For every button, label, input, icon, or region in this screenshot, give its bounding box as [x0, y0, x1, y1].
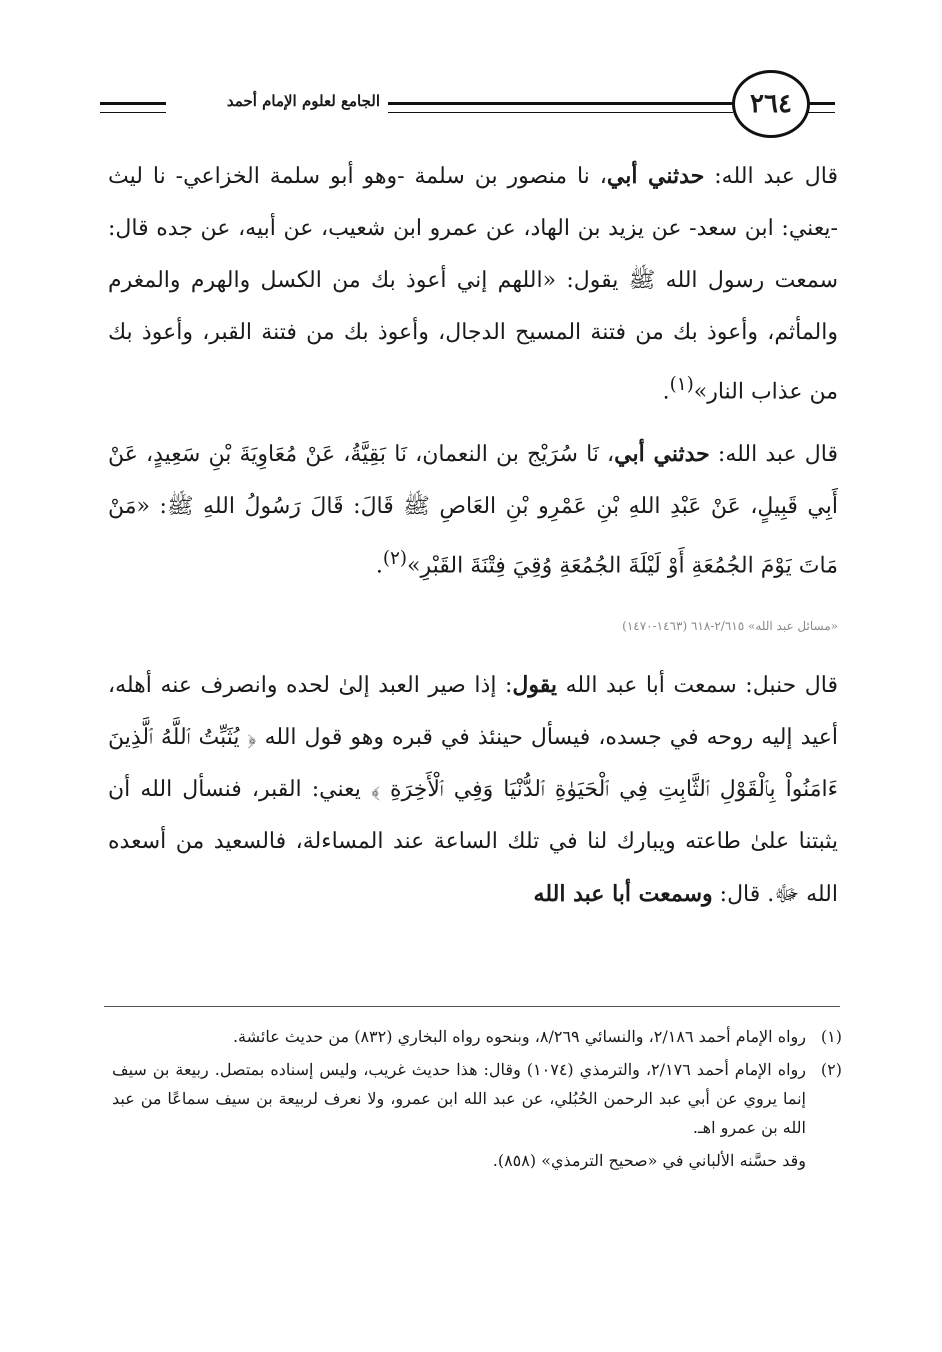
header-rule-left [100, 102, 166, 113]
paragraph-3-bold: يقول [512, 671, 558, 698]
paragraph-2-text: ، نَا سُرَيْج بن النعمان، نَا بَقِيَّةُ، عَنْ مُعَاوِيَةَ بْنِ سَعِيدٍ، عَنْ أَبِي قَبِيلٍ، عَنْ عَبْدِ اللهِ بْنِ عَمْرِو بْنِ العَاصِ ﷺ قَالَ: قَالَ رَسُولُ اللهِ ﷺ: «مَنْ مَاتَ يَوْمَ الجُمُعَةِ أَوْ لَيْلَةَ الجُمُعَةِ وُقِيَ فِتْنَةَ القَبْرِ» [108, 442, 838, 579]
paragraph-1-intro: قال عبد الله: [704, 164, 838, 189]
footnote-2-extra: وقد حسَّنه الألباني في «صحيح الترمذي» (٨٥٨). [492, 1151, 806, 1170]
footnote-separator [104, 1006, 840, 1007]
header-rule-right [807, 102, 835, 113]
paragraph-3-bold-end: وسمعت أبا عبد الله [533, 880, 713, 907]
page-number: ٢٦٤ [732, 70, 810, 138]
paragraph-2-end: . [375, 553, 383, 579]
paragraph-1-end: . [662, 379, 670, 405]
source-reference: «مسائل عبد الله» ٢/٦١٥-٦١٨ (١٤٦٣-١٤٧٠) [622, 618, 838, 633]
footnote-text: رواه الإمام أحمد ٢/١٨٦، والنسائي ٨/٢٦٩، وبنحوه رواه البخاري (٨٣٢) من حديث عائشة. [232, 1027, 806, 1046]
main-text [108, 150, 838, 921]
footnotes [112, 1022, 842, 1175]
footnote-marker-1: (١) [669, 374, 694, 395]
footnote-2 [112, 1055, 842, 1142]
paragraph-1-text: ، نا منصور بن سلمة -وهو أبو سلمة الخزاعي- نا ليث -يعني: ابن سعد- عن يزيد بن الهاد، عن عمرو ابن شعيب، عن أبيه، عن جده قال: سمعت رسول الله ﷺ يقول: «اللهم إني أعوذ بك من الكسل والهرم والمغرم والمأثم، وأعوذ بك من فتنة المسيح الدجال، وأعوذ بك من فتنة القبر، وأعوذ بك من عذاب النار» [108, 164, 838, 405]
footnote-number: (٢) [820, 1060, 842, 1079]
paragraph-3 [108, 659, 838, 921]
paragraph-2-intro: قال عبد الله: [709, 442, 838, 468]
page-header [100, 72, 840, 132]
paragraph-1-bold: حدثني أبي [606, 163, 705, 189]
footnote-number: (١) [820, 1027, 842, 1046]
book-title: الجامع لعلوم الإمام أحمد [226, 92, 380, 110]
paragraph-2-bold: حدثني أبي [614, 441, 710, 468]
footnote-marker-2: (٢) [382, 548, 408, 570]
footnote-1 [112, 1022, 842, 1051]
paragraph-3-text: : إذا صير العبد إلىٰ لحده وانصرف عنه أهله، أعيد إليه روحه في جسده، فيسأل حينئذ في قبره وهو قول الله ﴿ يُثَبِّتُ ٱللَّهُ ٱلَّذِينَ ءَامَنُواْ بِٱلْقَوْلِ ٱلثَّابِتِ فِي ٱلْحَيَوٰةِ ٱلدُّنْيَا وَفِي ٱلْأَخِرَةِ ﴾ يعني: القبر، فنسأل الله أن يثبتنا علىٰ طاعته ويبارك لنا في تلك الساعة عند المساءلة، فالسعيد من أسعده الله ﷻ. قال: [108, 672, 838, 907]
paragraph-3-intro: قال حنبل: سمعت أبا عبد الله [557, 672, 838, 698]
paragraph-2 [108, 428, 838, 592]
header-rule-middle [388, 102, 733, 113]
paragraph-1 [108, 150, 838, 418]
footnote-text: رواه الإمام أحمد ٢/١٧٦، والترمذي (١٠٧٤) وقال: هذا حديث غريب، وليس إسناده بمتصل. ربيعة بن سيف إنما يروي عن أبي عبد الرحمن الحُبُلي، عن عبد الله ابن عمرو، ولا نعرف لربيعة بن سيف سماعًا من عبد الله بن عمرو اهـ. [112, 1060, 807, 1137]
